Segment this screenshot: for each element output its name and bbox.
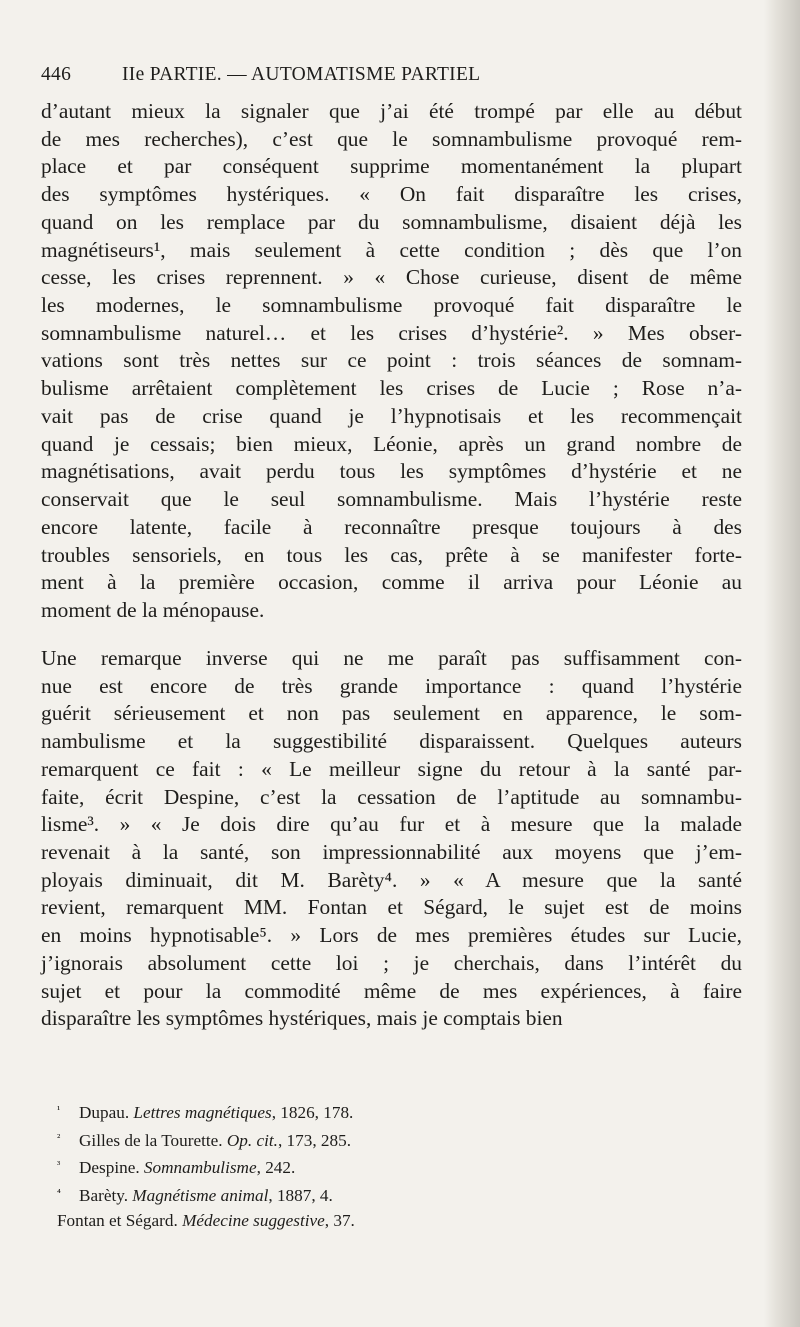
footnote-marker: ⁴ (57, 1186, 61, 1199)
text-line: bulisme arrêtaient complètement les crises de Lucie ; Rose n’a- (41, 376, 742, 401)
footnote-marker: ¹ (57, 1104, 61, 1116)
text-line: remarquent ce fait : « Le meilleur signe du retour à la santé par- (41, 756, 742, 781)
text-line: nue est encore de très grande importance : quand l’hystérie (41, 673, 742, 698)
footnote-marker: ² (57, 1131, 61, 1144)
footnote-title: Op. cit. (226, 1130, 278, 1150)
text-line: des symptômes hystériques. « On fait disparaître les crises, (41, 182, 742, 207)
footnote (57, 1208, 657, 1234)
footnote (57, 1126, 657, 1154)
footnote-author: Barèty. (79, 1185, 128, 1205)
text-line: moment de la ménopause. (41, 597, 265, 622)
footnote-details: , 1887, 4. (268, 1185, 333, 1205)
footnotes (57, 1098, 657, 1234)
text-line: place et par conséquent supprime momentanément la plupart (41, 154, 742, 179)
footnote-author: Despine. (79, 1158, 140, 1178)
text-line: troubles sensoriels, en tous les cas, prête à se manifester forte- (41, 542, 742, 567)
footnote-details: , 173, 285. (277, 1130, 351, 1150)
text-line: quand je cessais; bien mieux, Léonie, après un grand nombre de (41, 431, 742, 456)
text-line: conservait que le seul somnambulisme. Mais l’hystérie reste (41, 487, 742, 512)
text-line: lisme³. » « Je dois dire qu’au fur et à mesure que la malade (41, 812, 742, 837)
footnote-author: Fontan et Ségard. (57, 1211, 178, 1231)
page-header (41, 64, 781, 94)
text-line: nambulisme et la suggestibilité disparaissent. Quelques auteurs (41, 729, 742, 754)
running-head: IIe PARTIE. — AUTOMATISME PARTIEL (122, 64, 481, 85)
text-line: ment à la première occasion, comme il arriva pour Léonie au (41, 570, 742, 595)
footnote-details: , 242. (256, 1158, 296, 1178)
text-line: revient, remarquent MM. Fontan et Ségard, le sujet est de moins (41, 895, 742, 920)
footnote-title: Médecine suggestive (182, 1211, 325, 1231)
footnote (57, 1153, 657, 1181)
text-line: somnambulisme naturel… et les crises d’hystérie². » Mes obser- (41, 320, 742, 345)
text-line: j’ignorais absolument cette loi ; je cherchais, dans l’intérêt du (41, 950, 742, 975)
text-line: cesse, les crises reprennent. » « Chose curieuse, disent de même (41, 265, 742, 290)
text-line: ployais diminuait, dit M. Barèty⁴. » « A mesure que la santé (41, 867, 742, 892)
text-line: faite, écrit Despine, c’est la cessation de l’aptitude au somnambu- (41, 784, 742, 809)
text-line: encore latente, facile à reconnaître presque toujours à des (41, 514, 742, 539)
text-line: d’autant mieux la signaler que j’ai été trompé par elle au début (41, 99, 742, 123)
text-line: vait pas de crise quand je l’hypnotisais et les recommençait (41, 403, 742, 428)
text-line: magnétisations, avait perdu tous les symptômes d’hystérie et ne (41, 459, 742, 484)
footnote-title: Magnétisme animal (132, 1185, 269, 1205)
paragraph-2 (41, 645, 742, 1033)
footnote (57, 1181, 657, 1209)
text-line: de mes recherches), c’est que le somnambulisme provoqué rem- (41, 126, 742, 151)
text-line: guérit sérieusement et non pas seulement en apparence, le som- (41, 701, 742, 726)
footnote-title: Somnambulisme (143, 1158, 257, 1178)
text-line: Une remarque inverse qui ne me paraît pas suffisamment con- (41, 646, 742, 670)
text-line: sujet et pour la commodité même de mes expériences, à faire (41, 978, 742, 1003)
footnote-details: , 37. (324, 1211, 355, 1231)
footnote-title: Lettres magnétiques (133, 1103, 272, 1122)
text-line: vations sont très nettes sur ce point : trois séances de somnam- (41, 348, 742, 373)
page-gutter-shadow (764, 0, 800, 1327)
text-line: les modernes, le somnambulisme provoqué fait disparaître le (41, 293, 742, 318)
footnote (57, 1098, 657, 1126)
footnote-author: Dupau. (79, 1103, 130, 1122)
text-line: magnétiseurs¹, mais seulement à cette condition ; dès que l’on (41, 237, 742, 262)
text-line: quand on les remplace par du somnambulisme, disaient déjà les (41, 209, 742, 234)
page-number: 446 (41, 64, 72, 85)
text-line: en moins hypnotisable⁵. » Lors de mes premières études sur Lucie, (41, 923, 742, 948)
text-line: revenait à la santé, son impressionnabilité aux moyens que j’em- (41, 840, 742, 865)
paragraph-1 (41, 98, 742, 625)
footnote-author: Gilles de la Tourette. (79, 1130, 223, 1150)
text-line: disparaître les symptômes hystériques, mais je comptais bien (41, 1006, 563, 1031)
footnote-marker: ³ (57, 1159, 61, 1172)
footnote-details: , 1826, 178. (271, 1103, 354, 1122)
